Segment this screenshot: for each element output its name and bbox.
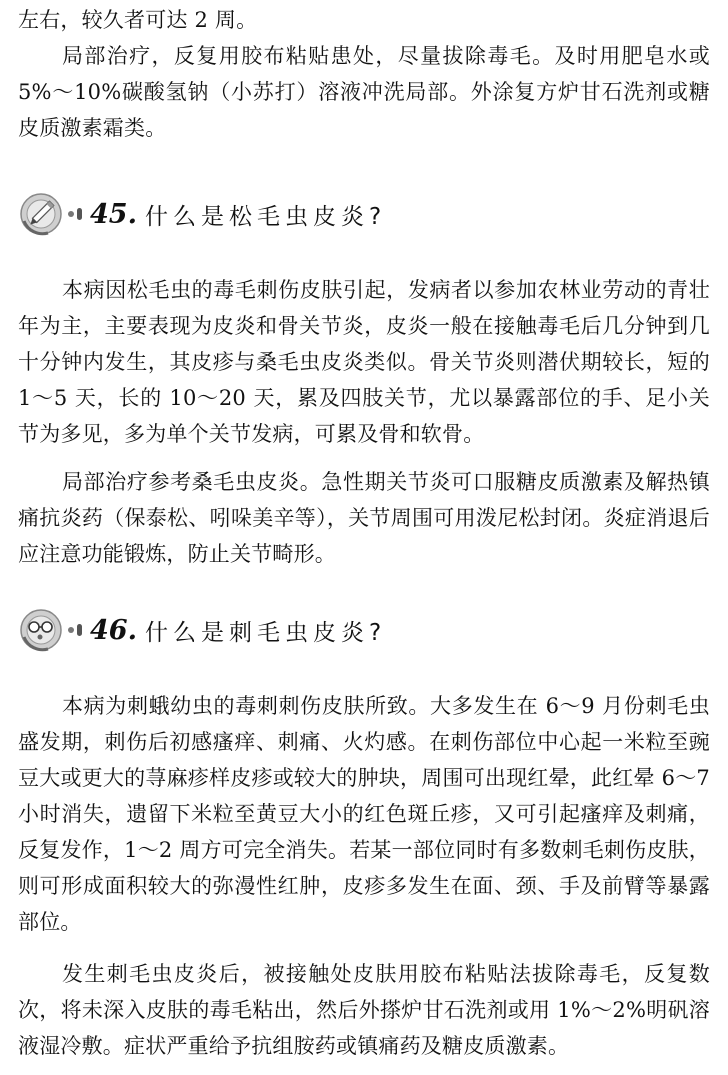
heading-number: 46. (90, 614, 137, 646)
section-heading-45 (18, 188, 386, 240)
paragraph-treatment-sangmaochong: 局部治疗，反复用胶布粘贴患处，尽量拔除毒毛。及时用肥皂水或 5%～10%碳酸氢钠（小苏打）溶液冲洗局部。外涂复方炉甘石洗剂或糖皮质激素霜类。 (18, 44, 710, 140)
heading-dots (68, 208, 82, 220)
heading-number: 45. (90, 198, 137, 230)
paragraph-cimaochong-treatment: 发生刺毛虫皮炎后，被接触处皮肤用胶布粘贴法拔除毒毛，反复数次，将未深入皮肤的毒毛粘出，然后外搽炉甘石洗剂或用 1%～2%明矾溶液湿冷敷。症状严重给予抗组胺药或镇痛药及糖皮质激素。 (18, 962, 710, 1058)
section-heading-46 (18, 604, 386, 656)
paragraph-songmaochong-treatment: 局部治疗参考桑毛虫皮炎。急性期关节炎可口服糖皮质激素及解热镇痛抗炎药（保泰松、吲哚美辛等），关节周围可用泼尼松封闭。炎症消退后应注意功能锻炼，防止关节畸形。 (18, 470, 710, 566)
paragraph-cimaochong-description: 本病为刺蛾幼虫的毒刺刺伤皮肤所致。大多发生在 6～9 月份刺毛虫盛发期，刺伤后初感瘙痒、刺痛、火灼感。在刺伤部位中心起一米粒至豌豆大或更大的荨麻疹样皮疹或较大的肿块，周围可出现红晕，此红晕 6～7 小时消失，遗留下米粒至黄豆大小的红色斑丘疹，又可引起瘙痒及刺痛，反复发作，1～2 周方可完全消失。若某一部位同时有多数刺毛刺伤皮肤，则可形成面积较大的弥漫性红肿，皮疹多发生在面、颈、手及前臂等暴露部位。 (18, 694, 710, 934)
heading-dots (68, 624, 82, 636)
heading-title: 什么是松毛虫皮炎? (144, 203, 387, 230)
glasses-icon (18, 607, 64, 653)
pencil-icon (18, 191, 64, 237)
paragraph-continuation: 左右，较久者可达 2 周。 (18, 8, 258, 32)
heading-title: 什么是刺毛虫皮炎? (144, 619, 387, 646)
paragraph-songmaochong-description: 本病因松毛虫的毒毛刺伤皮肤引起，发病者以参加农林业劳动的青壮年为主，主要表现为皮炎和骨关节炎，皮炎一般在接触毒毛后几分钟到几十分钟内发生，其皮疹与桑毛虫皮炎类似。骨关节炎则潜伏期较长，短的 1～5 天，长的 10～20 天，累及四肢关节，尤以暴露部位的手、足小关节为多见，多为单个关节发病，可累及骨和软骨。 (18, 278, 710, 446)
